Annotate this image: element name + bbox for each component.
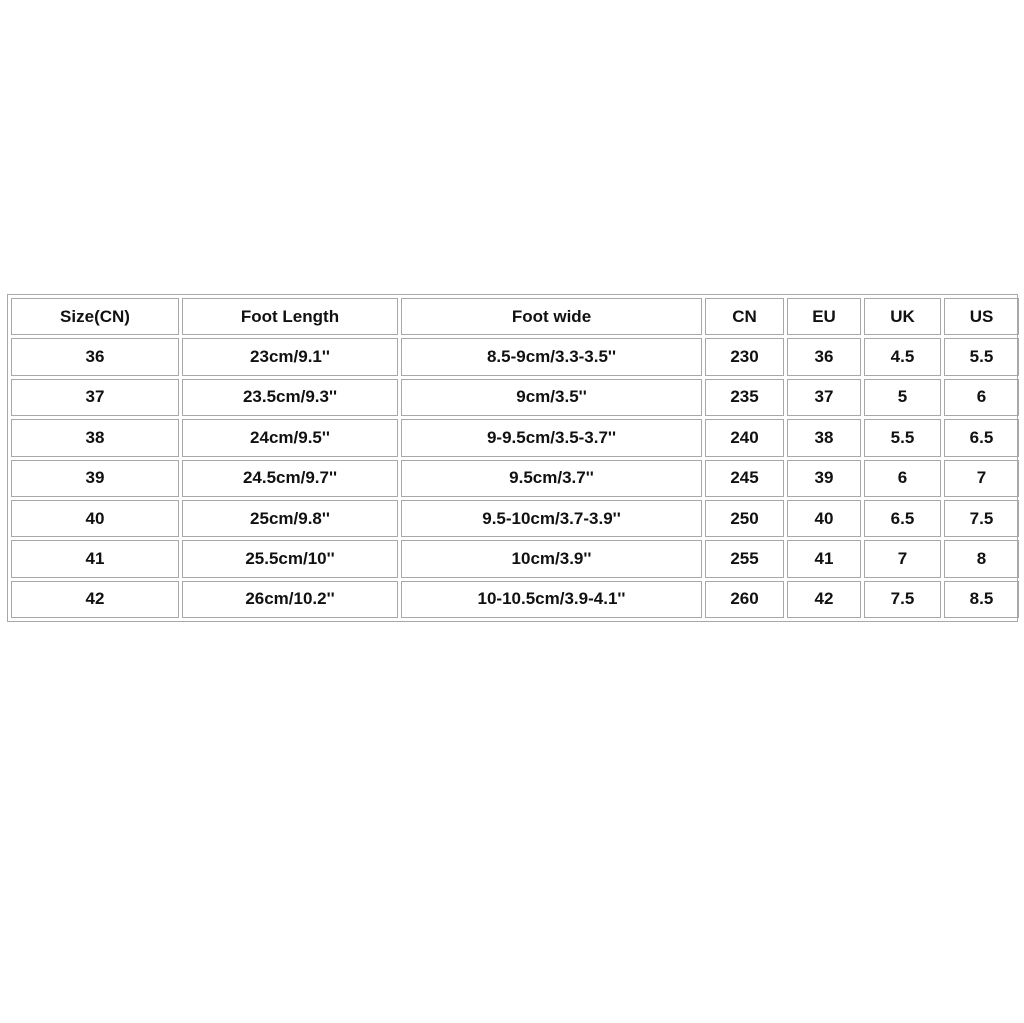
- table-cell: 260: [705, 581, 784, 618]
- table-cell: 25cm/9.8'': [182, 500, 398, 537]
- table-cell: 41: [11, 540, 179, 577]
- table-cell: 9.5-10cm/3.7-3.9'': [401, 500, 702, 537]
- table-cell: 42: [11, 581, 179, 618]
- table-cell: 9.5cm/3.7'': [401, 460, 702, 497]
- header-cell-uk: UK: [864, 298, 941, 335]
- table-cell: 23cm/9.1'': [182, 338, 398, 375]
- table-cell: 235: [705, 379, 784, 416]
- table-row: [11, 419, 1019, 456]
- table-cell: 25.5cm/10'': [182, 540, 398, 577]
- table-header-row: [11, 298, 1019, 335]
- table-cell: 8: [944, 540, 1019, 577]
- table-cell: 245: [705, 460, 784, 497]
- table-cell: 6: [864, 460, 941, 497]
- table-cell: 10-10.5cm/3.9-4.1'': [401, 581, 702, 618]
- table-cell: 6.5: [944, 419, 1019, 456]
- table-cell: 36: [787, 338, 861, 375]
- table-cell: 24.5cm/9.7'': [182, 460, 398, 497]
- table-cell: 39: [787, 460, 861, 497]
- table-row: [11, 540, 1019, 577]
- table-cell: 6.5: [864, 500, 941, 537]
- table-cell: 10cm/3.9'': [401, 540, 702, 577]
- table-cell: 24cm/9.5'': [182, 419, 398, 456]
- header-cell-size-cn: Size(CN): [11, 298, 179, 335]
- table-cell: 40: [787, 500, 861, 537]
- table-cell: 26cm/10.2'': [182, 581, 398, 618]
- header-cell-eu: EU: [787, 298, 861, 335]
- table-cell: 39: [11, 460, 179, 497]
- table-cell: 230: [705, 338, 784, 375]
- table-row: [11, 338, 1019, 375]
- header-cell-foot-wide: Foot wide: [401, 298, 702, 335]
- table-cell: 9-9.5cm/3.5-3.7'': [401, 419, 702, 456]
- header-cell-foot-length: Foot Length: [182, 298, 398, 335]
- table-cell: 250: [705, 500, 784, 537]
- table-cell: 42: [787, 581, 861, 618]
- table-cell: 7.5: [944, 500, 1019, 537]
- table-cell: 7.5: [864, 581, 941, 618]
- table-cell: 5: [864, 379, 941, 416]
- table-cell: 37: [787, 379, 861, 416]
- table-cell: 8.5-9cm/3.3-3.5'': [401, 338, 702, 375]
- table-cell: 23.5cm/9.3'': [182, 379, 398, 416]
- table-cell: 9cm/3.5'': [401, 379, 702, 416]
- table-cell: 40: [11, 500, 179, 537]
- table-cell: 240: [705, 419, 784, 456]
- table-cell: 255: [705, 540, 784, 577]
- table-row: [11, 581, 1019, 618]
- table-cell: 4.5: [864, 338, 941, 375]
- table-cell: 38: [11, 419, 179, 456]
- table-cell: 38: [787, 419, 861, 456]
- table-cell: 7: [944, 460, 1019, 497]
- table-row: [11, 460, 1019, 497]
- table-cell: 36: [11, 338, 179, 375]
- table-cell: 7: [864, 540, 941, 577]
- table-cell: 5.5: [944, 338, 1019, 375]
- table-cell: 8.5: [944, 581, 1019, 618]
- table-cell: 6: [944, 379, 1019, 416]
- table-cell: 37: [11, 379, 179, 416]
- table-cell: 5.5: [864, 419, 941, 456]
- size-chart: [7, 294, 1018, 622]
- table-row: [11, 500, 1019, 537]
- header-cell-cn: CN: [705, 298, 784, 335]
- table-cell: 41: [787, 540, 861, 577]
- table-row: [11, 379, 1019, 416]
- header-cell-us: US: [944, 298, 1019, 335]
- size-chart-table: [8, 295, 1022, 621]
